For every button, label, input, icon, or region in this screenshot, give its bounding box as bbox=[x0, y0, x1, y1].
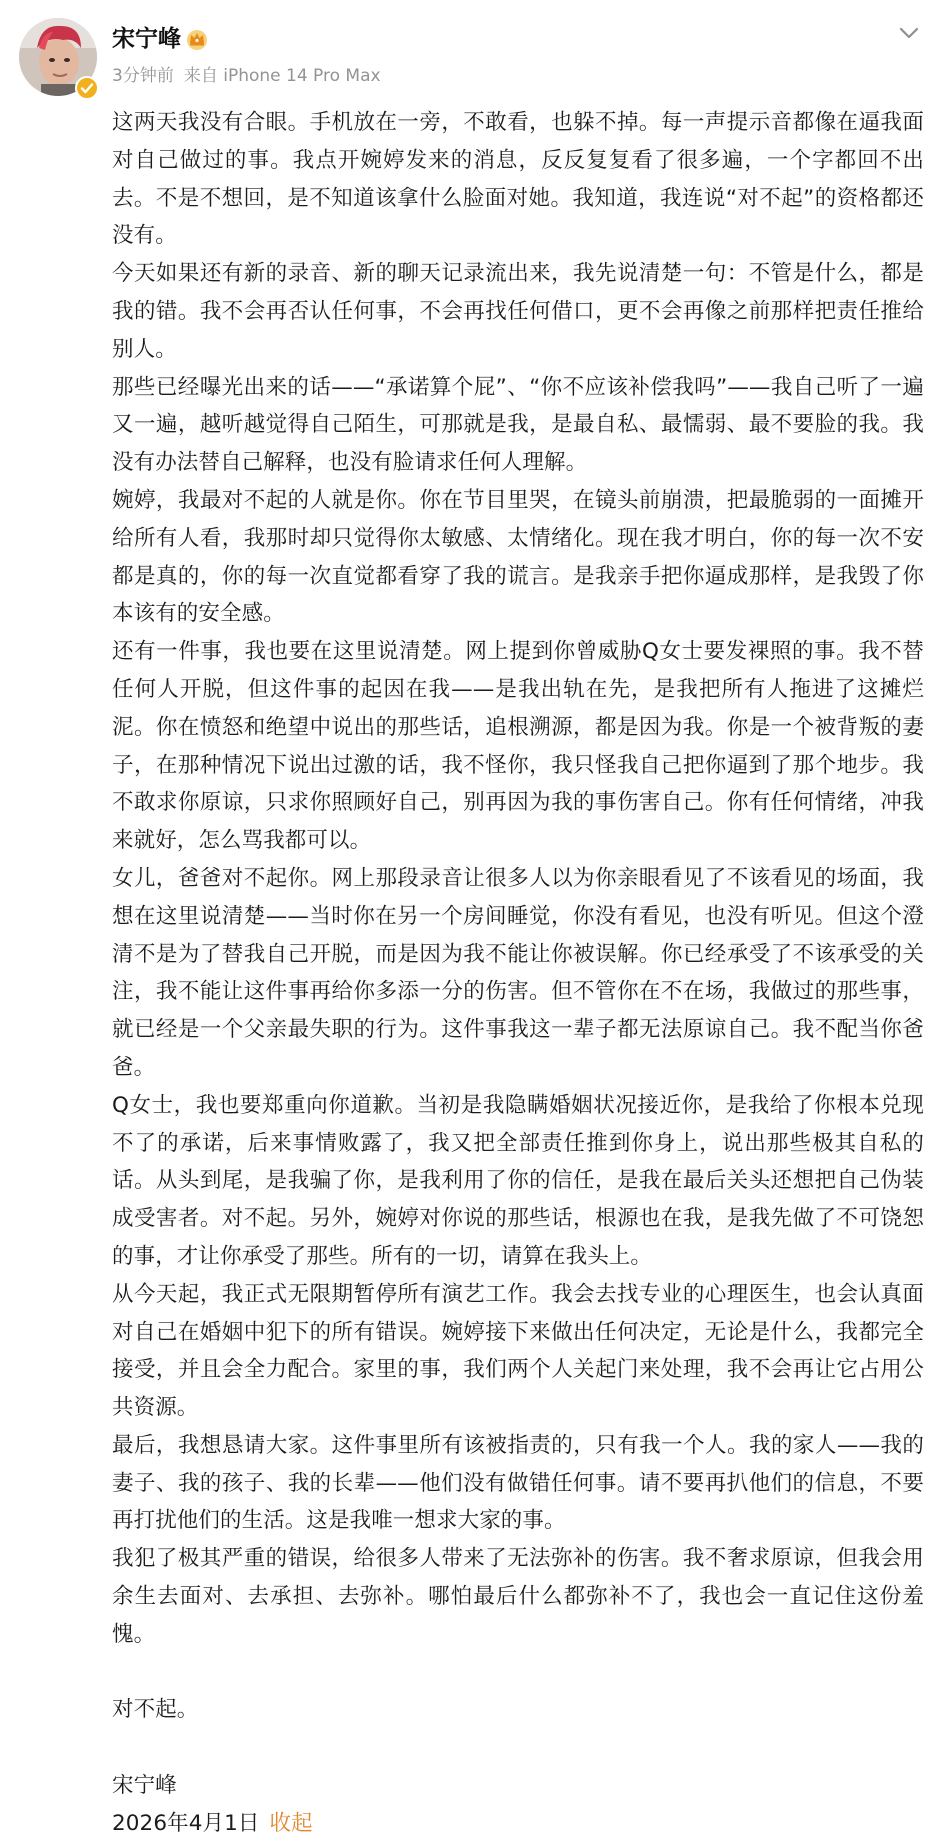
post-body bbox=[112, 104, 924, 1843]
date-line bbox=[112, 1805, 924, 1843]
post-date: 2026年4月1日 bbox=[112, 1810, 260, 1836]
post-header bbox=[0, 0, 948, 104]
vip-crown-icon[interactable] bbox=[184, 26, 210, 52]
post-paragraph: 婉婷，我最对不起的人就是你。你在节目里哭，在镜头前崩溃，把最脆弱的一面摊开给所有人看，我那时却只觉得你太敏感、太情绪化。现在我才明白，你的每一次不安都是真的，你的每一次直觉都看穿了我的谎言。是我亲手把你逼成那样，是我毁了你本该有的安全感。 bbox=[112, 487, 924, 627]
author-avatar-container[interactable] bbox=[19, 18, 97, 98]
post-paragraph: 这两天我没有合眼。手机放在一旁，不敢看，也躲不掉。每一声提示音都像在逼我面对自己做过的事。我点开婉婷发来的消息，反反复复看了很多遍，一个字都回不出去。不是不想回，是不知道该拿什么脸面对她。我知道，我连说“对不起”的资格都还没有。 bbox=[112, 110, 924, 249]
post-paragraph: 最后，我想恳请大家。这件事里所有该被指责的，只有我一个人。我的家人——我的妻子、我的孩子、我的长辈——他们没有做错任何事。请不要再扒他们的信息，不要再打扰他们的生活。这是我唯一想求大家的事。 bbox=[112, 1432, 924, 1534]
post-paragraph: Q女士，我也要郑重向你道歉。当初是我隐瞒婚姻状况接近你，是我给了你根本兑现不了的承诺，后来事情败露了，我又把全部责任推到你身上，说出那些极其自私的话。从头到尾，是我骗了你，是我利用了你的信任，是我在最后关头还想把自己伪装成受害者。对不起。另外，婉婷对你说的那些话，根源也在我，是我先做了不可饶恕的事，才让你承受了那些。所有的一切，请算在我头上。 bbox=[112, 1092, 924, 1269]
post-time: 3分钟前 bbox=[112, 66, 174, 86]
signature: 宋宁峰 bbox=[112, 1773, 177, 1799]
post-paragraph: 女儿，爸爸对不起你。网上那段录音让很多人以为你亲眼看见了不该看见的场面，我想在这里说清楚——当时你在另一个房间睡觉，你没有看见，也没有听见。但这个澄清不是为了替我自己开脱，而是因为我不能让你被误解。你已经承受了不该承受的关注，我不能让这件事再给你多添一分的伤害。但不管你在不在场，我做过的那些事，就已经是一个父亲最失职的行为。这件事我这一辈子都无法原谅自己。我不配当你爸爸。 bbox=[112, 865, 924, 1080]
collapse-link[interactable]: 收起 bbox=[269, 1810, 313, 1836]
post-paragraph: 我犯了极其严重的错误，给很多人带来了无法弥补的伤害。我不奢求原谅，但我会用余生去面对、去承担、去弥补。哪怕最后什么都弥补不了，我也会一直记住这份羞愧。 bbox=[112, 1546, 924, 1647]
blank-line bbox=[112, 1654, 924, 1692]
chevron-down-icon[interactable] bbox=[896, 22, 922, 44]
post-paragraph: 从今天起，我正式无限期暂停所有演艺工作。我会去找专业的心理医生，也会认真面对自己在婚姻中犯下的所有错误。婉婷接下来做出任何决定，无论是什么，我都完全接受，并且会全力配合。家里的事，我们两个人关起门来处理，我不会再让它占用公共资源。 bbox=[112, 1281, 924, 1421]
post-meta bbox=[112, 64, 381, 88]
apology-line: 对不起。 bbox=[112, 1697, 199, 1723]
post-paragraph: 那些已经曝光出来的话——“承诺算个屁”、“你不应该补偿我吗”——我自己听了一遍又一遍，越听越觉得自己陌生，可那就是我，是最自私、最懦弱、最不要脸的我。我没有办法替自己解释，也没有脸请求任何人理解。 bbox=[112, 374, 924, 476]
post-paragraph: 今天如果还有新的录音、新的聊天记录流出来，我先说清楚一句：不管是什么，都是我的错。我不会再否认任何事，不会再找任何借口，更不会再像之前那样把责任推给别人。 bbox=[112, 261, 924, 362]
verified-badge-icon bbox=[75, 76, 99, 100]
post-source[interactable]: 来自 iPhone 14 Pro Max bbox=[183, 66, 381, 86]
post-paragraph: 还有一件事，我也要在这里说清楚。网上提到你曾威胁Q女士要发裸照的事。我不替任何人开脱，但这件事的起因在我——是我出轨在先，是我把所有人拖进了这摊烂泥。你在愤怒和绝望中说出的那些话，追根溯源，都是因为我。你是一个被背叛的妻子，在那种情况下说出过激的话，我不怪你，我只怪我自己把你逼到了那个地步。我不敢求你原谅，只求你照顾好自己，别再因为我的事伤害自己。你有任何情绪，冲我来就好，怎么骂我都可以。 bbox=[112, 639, 924, 854]
blank-line bbox=[112, 1729, 924, 1767]
author-name[interactable]: 宋宁峰 bbox=[112, 26, 181, 52]
